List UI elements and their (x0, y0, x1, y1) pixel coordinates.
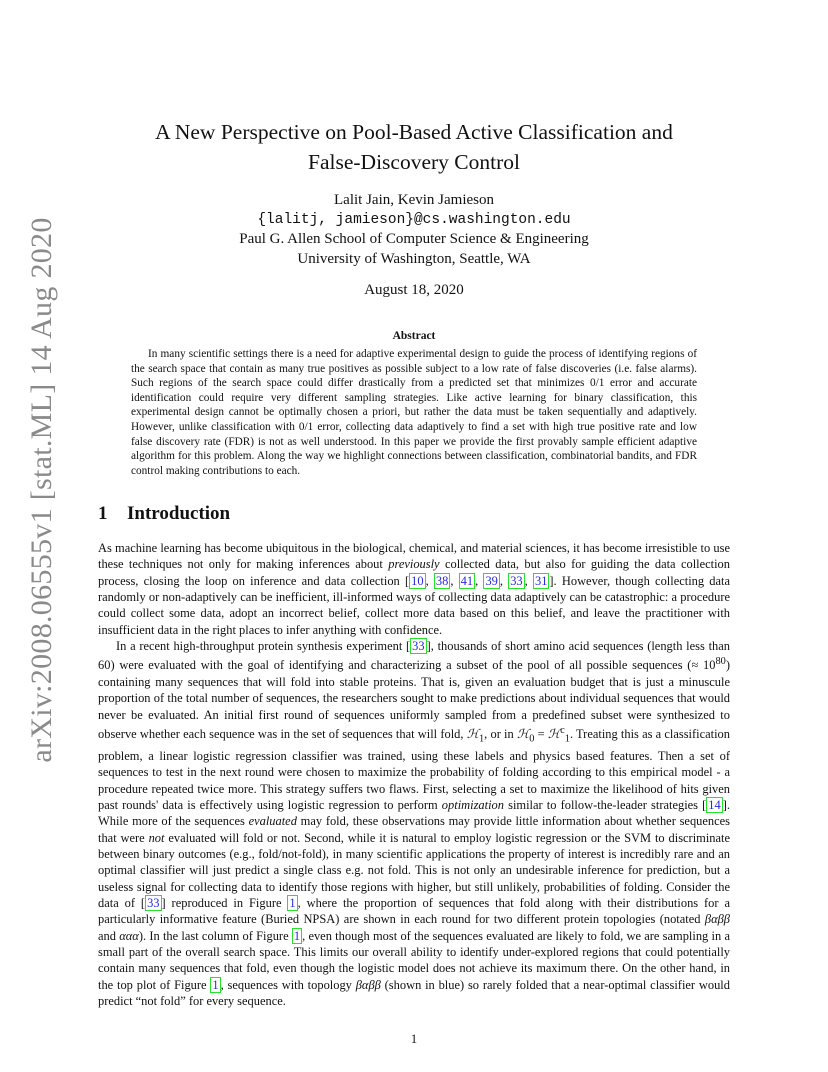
citation-link[interactable]: 31 (534, 573, 548, 588)
emphasis-previously: previously (388, 557, 440, 572)
math-topology-baba: βαββ (704, 912, 730, 927)
figure-link[interactable]: 1 (212, 977, 219, 992)
emphasis-not: not (148, 830, 165, 845)
figure-link[interactable]: 1 (293, 928, 301, 943)
author-email[interactable]: {lalitj, jamieson}@cs.washington.edu (257, 211, 571, 228)
figure-link[interactable]: 1 (289, 895, 296, 910)
paper-title (100, 117, 728, 177)
section-title: Introduction (127, 503, 231, 524)
author-university: University of Washington, Seattle, WA (297, 250, 531, 267)
author-affiliation: Paul G. Allen School of Computer Science & Engineering (239, 231, 589, 247)
title-line-1: A New Perspective on Pool-Based Active Classification and (155, 120, 673, 144)
citation-link[interactable]: 33 (510, 573, 523, 588)
abstract-text: In many scientific settings there is a need for adaptive experimental design to guide the process of identifying regions of the search space that contain as many true positives as possible subject to a low rate of false discoveries (i.e. false alarms). Such regions of the search space could differ drastically from a predicted set that minimizes 0/1 error and accurate identification could require very different sampling strategies. Like active learning for binary classification, this experimental design cannot be optimally chosen a priori, but rather the data must be taken sequentially and adaptively. However, unlike classification with 0/1 error, collecting data adaptively to find a set with high true positive rate and low false discovery rate (FDR) is not as well understood. In this paper we provide the first provably sample efficient adaptive algorithm for this problem. Along the way we highlight connections between classification, combinatorial bandits, and FDR control making contributions to each. (131, 348, 697, 477)
citation-link[interactable]: 39 (485, 573, 498, 588)
author-block (100, 191, 728, 269)
paragraph-2: In a recent high-throughput protein synthesis experiment [ 33 ], thousands of short amino acid sequences (length less than 60) were evaluated with the goal of identifying and characterizing a subset of the pool of all possible sequences (≈ $10^{80}$) containing many sequences that will fold into stable proteins. That is, given an evaluation budget that is just a minuscule proportion of the total number of sequences, the researchers sought to make predictions about individual sequences that would never be evaluated. An initial first round of sequences uniformly sampled from a predefined subset were synthesized to observe whether each sequence was in the set of sequences that will fold, ℋ$_1$, or in ℋ$_0$ = ℋ$^c_1$. Treating this as a classification problem, a linear logistic regression classifier was trained, using these labels and physics based features. Then a set of sequences to test in the next round were chosen to maximize the probability of folding according to this empirical model - a procedure repeated twice more. This strategy suffers two flaws. First, selecting a set to maximize the likelihood of hits given past rounds' data is effectively using logistic regression to perform optimization similar to follow-the-leader strategies [ 14 ]. While more of the sequences evaluated may fold, these observations may provide little information about whether sequences that were not evaluated will fold or not. Second, while it is natural to employ logistic regression or the SVM to discriminate between binary outcomes (e.g., fold/not-fold), in many scientific applications the property of interest is incredibly rare and an optimal classifier will just predict a single class e.g. not fold. This is not only an undesirable inference for prediction, but a useless signal for collecting data to identify those regions with higher, but still unlikely, probabilities of folding. Consider the data of [ 33 ] reproduced in Figure 1 , where the proportion of sequences that fold along with their distributions for a particularly informative feature (Buried NPSA) are shown in each round for two different protein topologies (notated βαββ and ααα). In the last column of Figure 1 , even though most of the sequences evaluated are likely to fold, we are sampling in a small part of the overall search space. This limits our overall ability to identify under-explored regions that could potentially contain many sequences that fold, even though the logistic model does not achieve its maximum there. On the other hand, in the top plot of Figure 1 , sequences with topology βαββ (shown in blue) so rarely folded that a near-optimal classifier would predict “not fold” for every sequence. (98, 639, 730, 1009)
citation-link[interactable]: 33 (147, 895, 160, 910)
emphasis-evaluated: evaluated (248, 814, 297, 829)
paper-date: August 18, 2020 (364, 282, 464, 298)
citation-link[interactable]: 41 (460, 573, 474, 588)
author-names: Lalit Jain, Kevin Jamieson (334, 192, 494, 208)
math-topology-aaa: ααα (119, 928, 139, 943)
paragraph-1: As machine learning has become ubiquitous in the biological, chemical, and material sciences, it has become irresistible to use these techniques not only for making inferences about previously collected data, but also for guiding the data collection process, closing the loop on inference and data collection [ 10 , 38 , 41 , 39 , 33 , 31 ]. However, though collecting data randomly or non-adaptively can be inefficient, ill-informed ways of collecting data adaptively can be catastrophic: a procedure could collect some data, adopt an incorrect belief, collect more data based on this belief, and leave the practitioner with insufficient data in the right places to infer anything with confidence. (98, 541, 731, 637)
citation-link[interactable]: 38 (435, 573, 449, 588)
math-h1: ℋ (466, 727, 479, 742)
emphasis-optimization: optimization (441, 797, 504, 812)
title-line-2: False-Discovery Control (308, 150, 520, 174)
math-h1-complement: ℋ (547, 727, 561, 742)
section-number: 1 (98, 503, 108, 524)
citation-link[interactable]: 14 (708, 797, 721, 812)
introduction-body (98, 540, 730, 1009)
arxiv-identifier-stamp: arXiv:2008.06555v1 [stat.ML] 14 Aug 2020 (25, 217, 58, 763)
abstract-heading: Abstract (392, 330, 436, 342)
citation-link[interactable]: 33 (412, 639, 425, 654)
section-heading-introduction (98, 503, 230, 525)
page-number: 1 (410, 1032, 418, 1046)
math-h0: ℋ (516, 727, 530, 742)
math-topology-baba: βαββ (355, 977, 381, 992)
citation-link[interactable]: 10 (411, 573, 424, 588)
